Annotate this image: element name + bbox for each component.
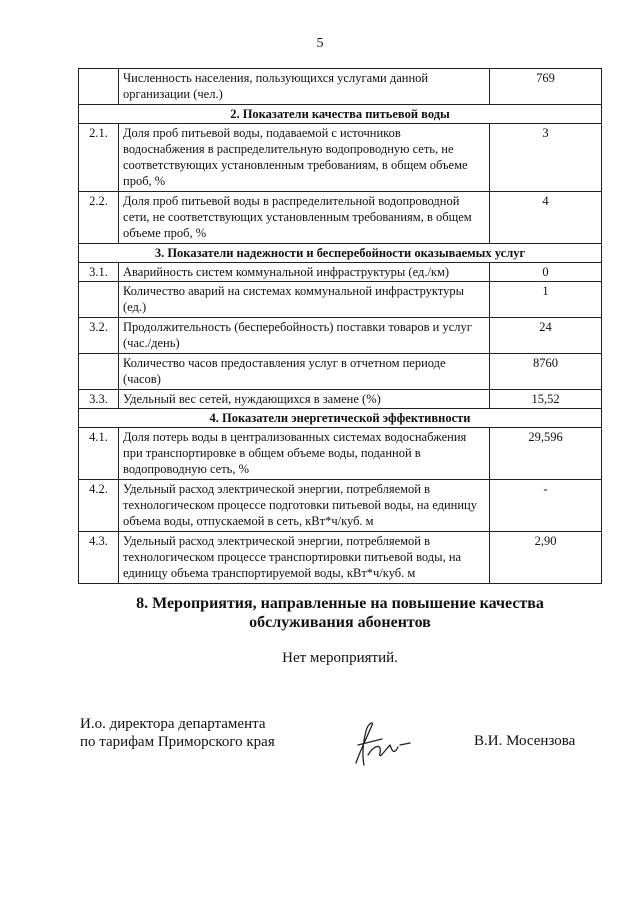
table-row	[79, 263, 602, 282]
table-row	[79, 390, 602, 409]
row-label: Численность населения, пользующихся услугами данной организации (чел.)	[119, 69, 490, 105]
row-number: 2.1.	[79, 124, 119, 192]
row-value: 769	[490, 69, 602, 105]
section-header-row	[79, 105, 602, 124]
table-row	[79, 428, 602, 480]
row-value: 15,52	[490, 390, 602, 409]
table-row	[79, 318, 602, 354]
table-row	[79, 124, 602, 192]
table-row	[79, 282, 602, 318]
indicators-table	[78, 68, 602, 584]
row-number: 4.2.	[79, 480, 119, 532]
row-label: Аварийность систем коммунальной инфраструктуры (ед./км)	[119, 263, 490, 282]
row-value: -	[490, 480, 602, 532]
table-row	[79, 69, 602, 105]
row-value: 0	[490, 263, 602, 282]
row-value: 24	[490, 318, 602, 354]
signatory-title-line-2: по тарифам Приморского края	[80, 734, 275, 750]
section-8-title-line-1: 8. Мероприятия, направленные на повышение качества	[136, 595, 544, 612]
row-label: Доля проб питьевой воды, подаваемой с источников водоснабжения в распределительную водопроводную сеть, не соответствующих установленным требованиям, в общем объеме проб, %	[119, 124, 490, 192]
row-label: Продолжительность (бесперебойность) поставки товаров и услуг (час./день)	[119, 318, 490, 354]
row-number: 2.2.	[79, 192, 119, 244]
table-row	[79, 354, 602, 390]
signatory-name: В.И. Мосензова	[474, 733, 576, 749]
row-label: Удельный расход электрической энергии, потребляемой в технологическом процессе подготовки питьевой воды, на единицу объема воды, отпускаемой в сеть, кВт*ч/куб. м	[119, 480, 490, 532]
row-label: Удельный расход электрической энергии, потребляемой в технологическом процессе транспортировки питьевой воды, на единицу объема транспортируемой воды, кВт*ч/куб. м	[119, 532, 490, 584]
row-number	[79, 282, 119, 318]
row-value: 8760	[490, 354, 602, 390]
section-8-title-line-2: обслуживания абонентов	[249, 614, 431, 631]
row-value: 29,596	[490, 428, 602, 480]
section-header-row	[79, 244, 602, 263]
row-number: 4.1.	[79, 428, 119, 480]
handwritten-signature	[338, 715, 418, 775]
table-row	[79, 532, 602, 584]
row-label: Доля проб питьевой воды в распределительной водопроводной сети, не соответствующих установленным требованиям, в общем объеме проб, %	[119, 192, 490, 244]
section-title: 3. Показатели надежности и бесперебойности оказываемых услуг	[79, 244, 602, 263]
row-number: 3.3.	[79, 390, 119, 409]
row-label: Количество аварий на системах коммунальной инфраструктуры (ед.)	[119, 282, 490, 318]
row-number	[79, 354, 119, 390]
row-number: 3.2.	[79, 318, 119, 354]
row-number	[79, 69, 119, 105]
section-title: 2. Показатели качества питьевой воды	[79, 105, 602, 124]
row-value: 2,90	[490, 532, 602, 584]
page-number: 5	[316, 36, 324, 51]
row-value: 3	[490, 124, 602, 192]
signatory-title	[80, 715, 275, 751]
row-value: 4	[490, 192, 602, 244]
row-label: Доля потерь воды в централизованных системах водоснабжения при транспортировке в общем объеме воды, поданной в водопроводную сеть, %	[119, 428, 490, 480]
table-row	[79, 192, 602, 244]
signatory-title-line-1: И.о. директора департамента	[80, 716, 266, 732]
row-value: 1	[490, 282, 602, 318]
section-title: 4. Показатели энергетической эффективности	[79, 409, 602, 428]
section-8-heading	[0, 594, 640, 632]
table-row	[79, 480, 602, 532]
row-number: 4.3.	[79, 532, 119, 584]
row-label: Количество часов предоставления услуг в отчетном периоде (часов)	[119, 354, 490, 390]
section-8-text: Нет мероприятий.	[282, 650, 398, 666]
row-number: 3.1.	[79, 263, 119, 282]
section-header-row	[79, 409, 602, 428]
row-label: Удельный вес сетей, нуждающихся в замене (%)	[119, 390, 490, 409]
